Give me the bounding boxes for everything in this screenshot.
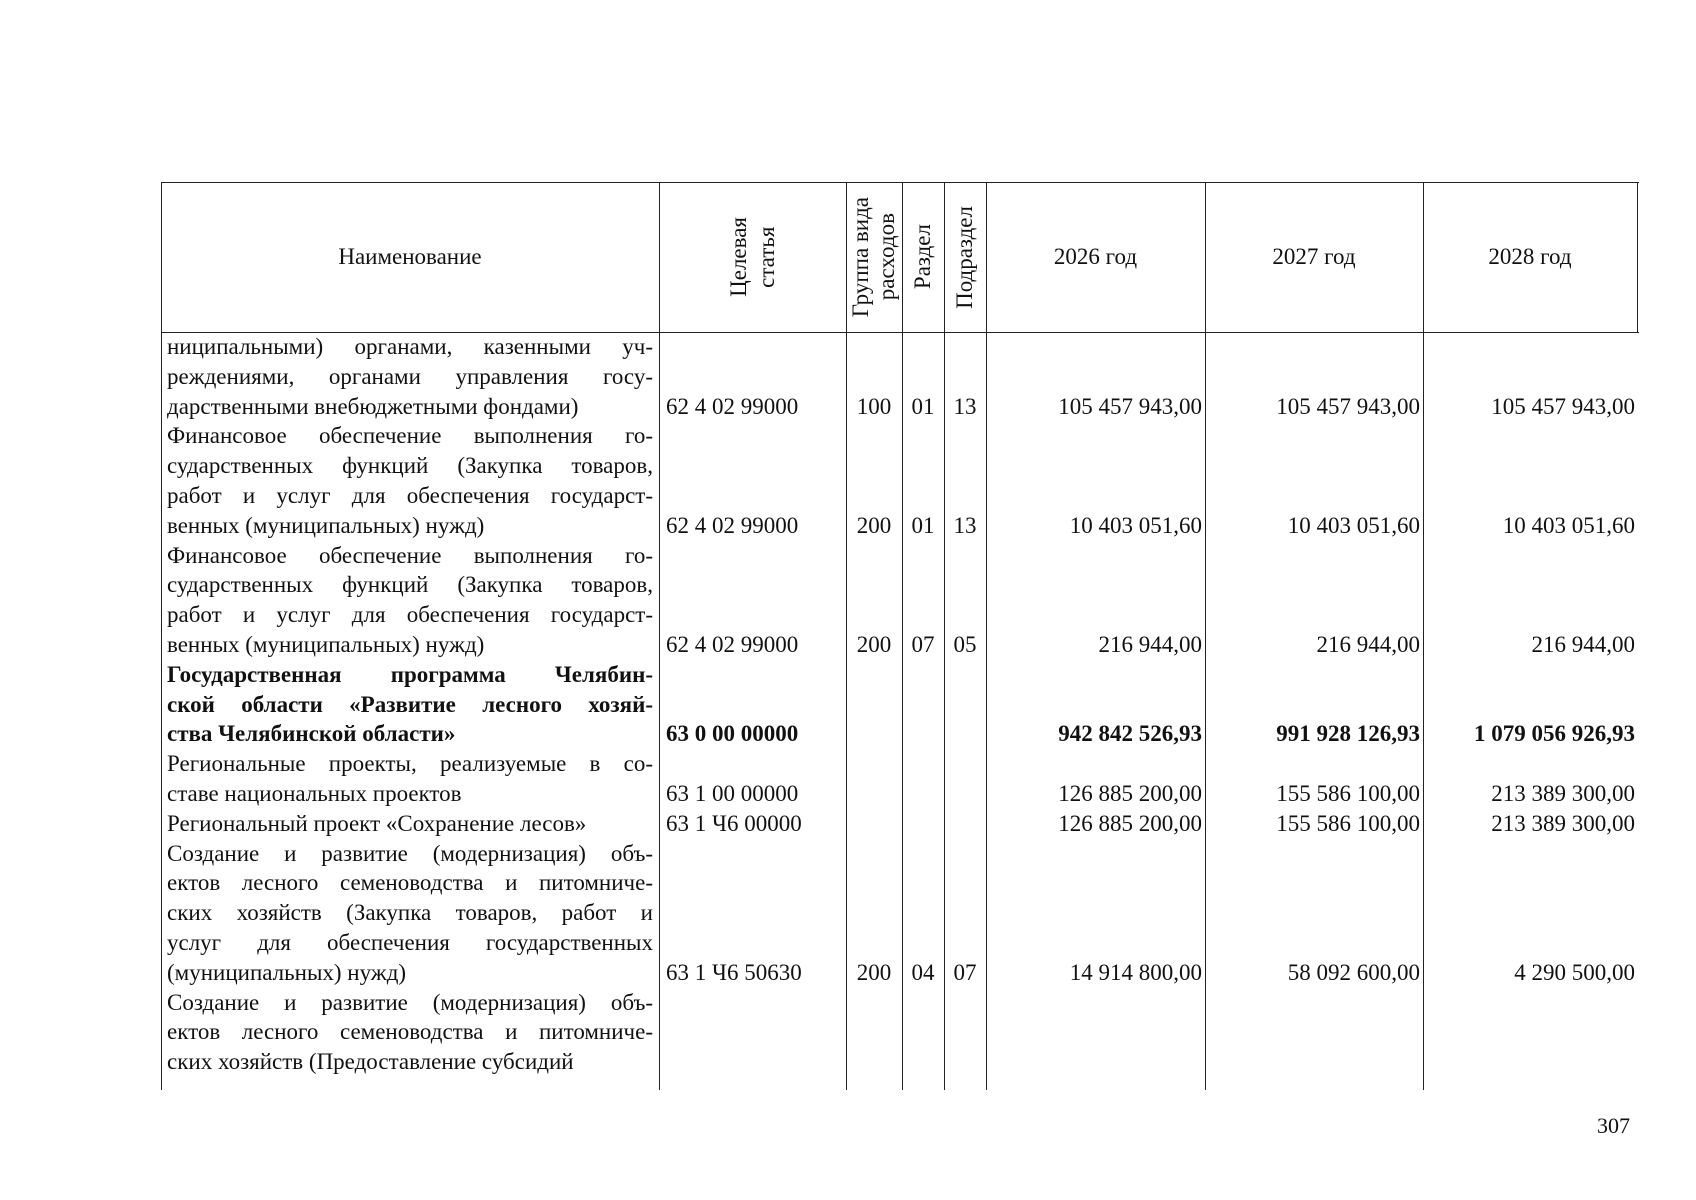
value-2028: 4 290 500,00 <box>1514 959 1635 985</box>
target-code: 63 1 Ч6 00000 <box>666 810 802 836</box>
row-name-line: работ и услуг для обеспечения государст- <box>167 602 653 628</box>
header-target: Целевая статья <box>725 217 779 297</box>
row-name-line: Финансовое обеспечение выполнения го- <box>167 423 653 449</box>
row-name-line: реждениями, органами управления госу- <box>167 363 653 389</box>
row-name-line: ставе национальных проектов <box>167 781 462 806</box>
section-code: 01 <box>911 393 935 419</box>
row-name-line: (муниципальных) нужд) <box>167 959 407 985</box>
row-name-line: работ и услуг для обеспечения государст- <box>167 483 653 508</box>
header-group: Группа вида расходов <box>848 196 899 318</box>
row-name-line: Создание и развитие (модернизация) объ- <box>167 989 653 1015</box>
header-2027: 2027 год <box>1272 244 1356 269</box>
row-name-line: ских хозяйств (Закупка товаров, работ и <box>167 900 653 926</box>
row-name-line: ектов лесного семеноводства и питомниче- <box>167 870 653 896</box>
subsection-code: 13 <box>953 393 977 419</box>
header-subsection: Подраздел <box>952 205 977 309</box>
value-2026: 126 885 200,00 <box>1058 810 1202 836</box>
row-name-line: Региональные проекты, реализуемые в со- <box>167 751 653 777</box>
value-2026: 942 842 526,93 <box>1058 721 1202 747</box>
section-code: 04 <box>911 959 935 985</box>
col-border <box>1637 182 1638 332</box>
row-name-line: ектов лесного семеноводства и питомниче- <box>167 1019 653 1045</box>
row-name-line: венных (муниципальных) нужд) <box>167 512 485 538</box>
value-2026: 216 944,00 <box>1098 632 1202 657</box>
expense-group: 200 <box>856 632 892 657</box>
target-code: 63 0 00 00000 <box>666 721 799 747</box>
value-2028: 1 079 056 926,93 <box>1474 721 1635 747</box>
value-2027: 216 944,00 <box>1316 632 1420 657</box>
row-name-line: ства Челябинской области» <box>167 721 456 747</box>
page-number: 307 <box>1597 1113 1630 1138</box>
target-code: 62 4 02 99000 <box>666 512 799 538</box>
value-2026: 105 457 943,00 <box>1058 393 1202 419</box>
expense-group: 200 <box>856 512 892 538</box>
target-code: 62 4 02 99000 <box>666 393 799 419</box>
section-code: 07 <box>911 632 935 657</box>
section-code: 01 <box>911 512 935 538</box>
header-name: Наименование <box>338 244 482 269</box>
value-2027: 155 586 100,00 <box>1276 810 1420 836</box>
row-name-line: Государственная программа Челябин- <box>167 661 653 687</box>
row-name-line: венных (муниципальных) нужд) <box>167 632 485 657</box>
value-2026: 126 885 200,00 <box>1058 781 1202 806</box>
row-name-line: ских хозяйств (Предоставление субсидий <box>167 1049 574 1075</box>
row-name-line: Региональный проект «Сохранение лесов» <box>167 810 587 836</box>
target-code: 63 1 00 00000 <box>666 781 799 806</box>
value-2026: 14 914 800,00 <box>1069 959 1202 985</box>
row-name-line: Финансовое обеспечение выполнения го- <box>167 542 653 568</box>
row-name-line: ниципальными) органами, казенными уч- <box>167 334 653 359</box>
header-2026: 2026 год <box>1053 244 1138 269</box>
value-2027: 10 403 051,60 <box>1287 512 1420 538</box>
value-2027: 58 092 600,00 <box>1287 959 1420 985</box>
row-name-line: сударственных функций (Закупка товаров, <box>167 572 653 598</box>
row-name-line: Создание и развитие (модернизация) объ- <box>167 840 653 866</box>
expense-group: 100 <box>856 393 892 419</box>
value-2026: 10 403 051,60 <box>1069 512 1202 538</box>
subsection-code: 05 <box>953 632 977 657</box>
expense-group: 200 <box>856 959 892 985</box>
row-name-line: ской области «Развитие лесного хозяй- <box>167 691 653 717</box>
value-2027: 155 586 100,00 <box>1276 781 1420 806</box>
row-name-line: дарственными внебюджетными фондами) <box>167 393 579 419</box>
header-section: Раздел <box>910 224 935 290</box>
value-2028: 216 944,00 <box>1531 632 1635 657</box>
target-code: 62 4 02 99000 <box>666 632 799 657</box>
budget-table <box>161 182 1639 1090</box>
subsection-code: 13 <box>953 512 977 538</box>
row-name-line: услуг для обеспечения государственных <box>167 930 653 955</box>
subsection-code: 07 <box>953 959 977 985</box>
header-2028: 2028 год <box>1488 244 1572 269</box>
value-2028: 213 389 300,00 <box>1491 810 1635 836</box>
row-name-line: сударственных функций (Закупка товаров, <box>167 453 653 479</box>
target-code: 63 1 Ч6 50630 <box>666 959 802 985</box>
value-2028: 10 403 051,60 <box>1502 512 1635 538</box>
value-2028: 213 389 300,00 <box>1491 781 1635 806</box>
value-2028: 105 457 943,00 <box>1491 393 1635 419</box>
value-2027: 105 457 943,00 <box>1276 393 1420 419</box>
value-2027: 991 928 126,93 <box>1276 721 1420 747</box>
